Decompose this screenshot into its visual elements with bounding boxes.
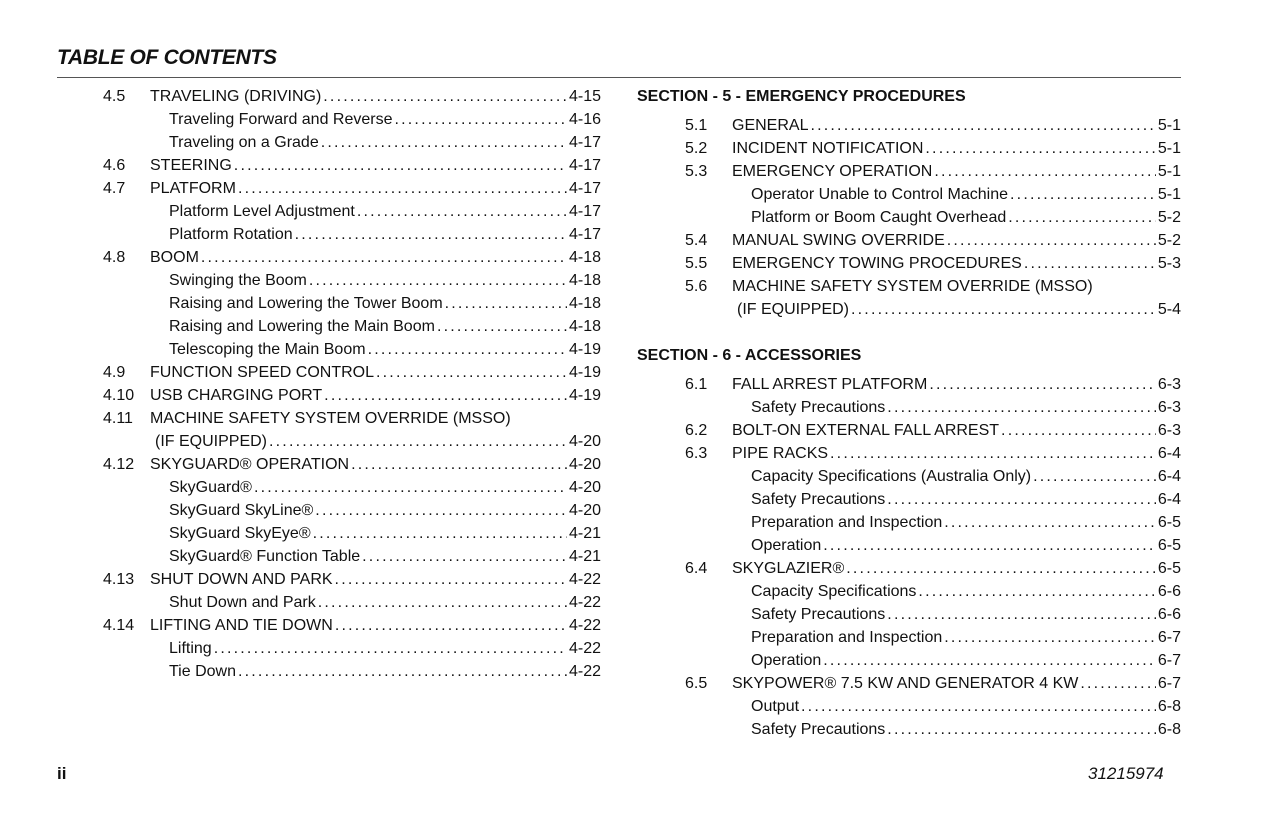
toc-entry[interactable] (685, 557, 1181, 580)
toc-entry-number: 4.8 (103, 249, 126, 266)
toc-dot-leader (238, 177, 567, 200)
toc-dot-leader (823, 534, 1156, 557)
toc-dot-leader (944, 511, 1156, 534)
toc-dot-leader (846, 557, 1156, 580)
toc-entry-number: 4.13 (103, 571, 135, 588)
toc-entry-number: 6.5 (685, 675, 708, 692)
toc-entry-title: Operation (751, 537, 822, 554)
toc-dot-leader (445, 292, 567, 315)
toc-right-column (637, 85, 1181, 741)
toc-entry-page: 5-1 (1157, 186, 1181, 203)
toc-entry-title: Platform Level Adjustment (169, 203, 355, 220)
toc-dot-leader (395, 108, 567, 131)
toc-entry[interactable] (103, 361, 601, 384)
toc-entry-title: EMERGENCY TOWING PROCEDURES (732, 255, 1022, 272)
toc-entry-title: GENERAL (732, 117, 809, 134)
toc-dot-leader (437, 315, 567, 338)
toc-entry[interactable] (103, 476, 601, 499)
toc-entry-page: 4-18 (568, 249, 601, 266)
toc-entry[interactable] (685, 465, 1181, 488)
toc-entry-title: Safety Precautions (751, 606, 886, 623)
toc-entry-title: SkyGuard® (169, 479, 252, 496)
toc-entry-title: STEERING (150, 157, 232, 174)
toc-entry-page: 4-19 (568, 341, 601, 358)
toc-entry[interactable] (685, 275, 1181, 298)
toc-dot-leader (318, 591, 567, 614)
toc-dot-leader (324, 384, 567, 407)
toc-entry-page: 4-18 (568, 318, 601, 335)
toc-entry-title: (IF EQUIPPED) (737, 301, 850, 318)
toc-entry-title: Traveling Forward and Reverse (169, 111, 393, 128)
toc-dot-leader (321, 131, 567, 154)
toc-entry-title: Capacity Specifications (Australia Only) (751, 468, 1032, 485)
toc-entry-title: MACHINE SAFETY SYSTEM OVERRIDE (MSSO) (150, 410, 511, 427)
toc-entry[interactable] (685, 603, 1181, 626)
toc-dot-leader (830, 442, 1156, 465)
toc-entry-page: 4-21 (568, 548, 601, 565)
toc-entry-title: (IF EQUIPPED) (155, 433, 268, 450)
toc-entry[interactable] (103, 108, 601, 131)
toc-entry-title: SkyGuard SkyLine® (169, 502, 314, 519)
toc-dot-leader (357, 200, 567, 223)
toc-entry-page: 5-2 (1157, 209, 1181, 226)
toc-entry-number: 5.1 (685, 117, 708, 134)
toc-entry[interactable] (103, 85, 601, 108)
toc-dot-leader (918, 580, 1155, 603)
toc-entry-page: 6-5 (1157, 537, 1181, 554)
toc-entry-page: 6-3 (1157, 376, 1181, 393)
toc-dot-leader (376, 361, 567, 384)
toc-entry-page: 6-7 (1157, 652, 1181, 669)
toc-entry-title: Raising and Lowering the Tower Boom (169, 295, 443, 312)
toc-entry-page: 4-18 (568, 295, 601, 312)
toc-entry-title: Platform Rotation (169, 226, 293, 243)
toc-entry[interactable] (103, 338, 601, 361)
toc-dot-leader (309, 269, 567, 292)
toc-entry-page: 6-6 (1157, 606, 1181, 623)
toc-entry-title: LIFTING AND TIE DOWN (150, 617, 333, 634)
toc-entry-page: 5-3 (1157, 255, 1181, 272)
toc-entry[interactable] (103, 246, 601, 269)
toc-entry[interactable] (685, 442, 1181, 465)
toc-dot-leader (823, 649, 1156, 672)
toc-entry-title: Preparation and Inspection (751, 629, 943, 646)
toc-entry-title: Safety Precautions (751, 399, 886, 416)
toc-entry[interactable] (103, 637, 601, 660)
toc-entry-title: TRAVELING (DRIVING) (150, 88, 322, 105)
toc-dot-leader (313, 522, 567, 545)
toc-entry[interactable] (103, 660, 601, 683)
toc-entry-number: 6.1 (685, 376, 708, 393)
toc-entry-page: 4-17 (568, 203, 601, 220)
toc-entry-title: SKYPOWER® 7.5 KW AND GENERATOR 4 KW (732, 675, 1079, 692)
toc-dot-leader (1024, 252, 1156, 275)
toc-dot-leader (323, 85, 567, 108)
toc-entry-title: Telescoping the Main Boom (169, 341, 366, 358)
toc-dot-leader (335, 614, 567, 637)
toc-entry-page: 6-3 (1157, 422, 1181, 439)
toc-dot-leader (887, 603, 1156, 626)
toc-entry[interactable] (103, 614, 601, 637)
toc-dot-leader (368, 338, 567, 361)
toc-entry-title: SHUT DOWN AND PARK (150, 571, 333, 588)
toc-entry-title: FALL ARREST PLATFORM (732, 376, 928, 393)
toc-entry[interactable] (685, 649, 1181, 672)
toc-entry-number: 5.2 (685, 140, 708, 157)
toc-dot-leader (887, 488, 1156, 511)
toc-entry-title: SKYGUARD® OPERATION (150, 456, 350, 473)
toc-entry[interactable] (685, 396, 1181, 419)
toc-entries-section-5 (637, 114, 1181, 321)
toc-entry-number: 4.10 (103, 387, 135, 404)
toc-entry-page: 6-3 (1157, 399, 1181, 416)
toc-entry-title: Lifting (169, 640, 212, 657)
toc-entry-page: 4-20 (568, 433, 601, 450)
toc-dot-leader (351, 453, 567, 476)
toc-entry-page: 5-2 (1157, 232, 1181, 249)
toc-entry-number: 5.4 (685, 232, 708, 249)
toc-entry[interactable] (103, 131, 601, 154)
toc-entry-page: 4-17 (568, 226, 601, 243)
toc-entry[interactable] (685, 511, 1181, 534)
toc-dot-leader (1001, 419, 1156, 442)
toc-dot-leader (214, 637, 567, 660)
toc-dot-leader (1033, 465, 1156, 488)
toc-entry-page: 6-5 (1157, 560, 1181, 577)
toc-entry[interactable] (685, 373, 1181, 396)
toc-entry-number: 6.2 (685, 422, 708, 439)
toc-entry-number: 5.3 (685, 163, 708, 180)
toc-dot-leader (944, 626, 1156, 649)
toc-entry-page: 5-4 (1157, 301, 1181, 318)
toc-entry-page: 4-20 (568, 479, 601, 496)
toc-entry-page: 6-8 (1157, 698, 1181, 715)
toc-entry[interactable] (103, 499, 601, 522)
toc-entry-number: 5.5 (685, 255, 708, 272)
toc-entry-page: 6-8 (1157, 721, 1181, 738)
toc-entry-page: 6-7 (1157, 629, 1181, 646)
toc-dot-leader (362, 545, 567, 568)
title-rule (57, 77, 1181, 78)
toc-dot-leader (315, 499, 567, 522)
toc-entry-title: Output (751, 698, 800, 715)
toc-entry[interactable] (103, 545, 601, 568)
toc-entry[interactable] (685, 534, 1181, 557)
footer-doc-number: 31215974 (1088, 764, 1164, 783)
toc-entry-title: Shut Down and Park (169, 594, 316, 611)
toc-entry-page: 6-5 (1157, 514, 1181, 531)
toc-entry[interactable] (685, 160, 1181, 183)
toc-dot-leader (269, 430, 567, 453)
toc-entry-title: MANUAL SWING OVERRIDE (732, 232, 945, 249)
toc-entry[interactable] (103, 200, 601, 223)
toc-dot-leader (1080, 672, 1156, 695)
toc-dot-leader (810, 114, 1155, 137)
toc-dot-leader (925, 137, 1155, 160)
toc-entry-title: SKYGLAZIER® (732, 560, 845, 577)
toc-dot-leader (335, 568, 567, 591)
toc-entry-title: PIPE RACKS (732, 445, 829, 462)
toc-entry-title: MACHINE SAFETY SYSTEM OVERRIDE (MSSO) (732, 278, 1093, 295)
toc-entry-title: Capacity Specifications (751, 583, 917, 600)
toc-entry[interactable] (685, 419, 1181, 442)
toc-entry-page: 4-18 (568, 272, 601, 289)
toc-entry[interactable] (103, 154, 601, 177)
toc-left-column (103, 85, 601, 683)
toc-entry[interactable] (103, 568, 601, 591)
toc-dot-leader (947, 229, 1156, 252)
toc-entry-page: 4-22 (568, 617, 601, 634)
toc-entry[interactable] (103, 177, 601, 200)
toc-entries-left (103, 85, 601, 683)
toc-entry-number: 4.9 (103, 364, 126, 381)
toc-dot-leader (234, 154, 567, 177)
toc-entry-page: 5-1 (1157, 140, 1181, 157)
toc-entry[interactable] (103, 384, 601, 407)
toc-entry-title: PLATFORM (150, 180, 236, 197)
toc-entry-page: 4-22 (568, 571, 601, 588)
toc-entry-number: 4.12 (103, 456, 135, 473)
toc-dot-leader (238, 660, 567, 683)
toc-entry-page: 4-19 (568, 387, 601, 404)
toc-entry-page: 4-22 (568, 594, 601, 611)
toc-entry-number: 4.11 (103, 410, 133, 427)
toc-entry-title: Raising and Lowering the Main Boom (169, 318, 435, 335)
toc-entry-page: 4-19 (568, 364, 601, 381)
toc-entry[interactable] (685, 229, 1181, 252)
toc-dot-leader (851, 298, 1156, 321)
toc-entry-title: BOOM (150, 249, 199, 266)
toc-entry[interactable] (103, 453, 601, 476)
toc-entry-page: 6-4 (1157, 468, 1181, 485)
section-5-heading: SECTION - 5 - EMERGENCY PROCEDURES (637, 88, 966, 105)
toc-entry-title: Swinging the Boom (169, 272, 307, 289)
toc-entry-title: BOLT-ON EXTERNAL FALL ARREST (732, 422, 1000, 439)
toc-entry-page: 5-1 (1157, 117, 1181, 134)
toc-entry-title: Traveling on a Grade (169, 134, 319, 151)
toc-entry-title: Operator Unable to Control Machine (751, 186, 1009, 203)
toc-entry[interactable] (103, 269, 601, 292)
toc-entry-page: 4-21 (568, 525, 601, 542)
toc-entry[interactable] (685, 183, 1181, 206)
toc-entry-page: 4-20 (568, 502, 601, 519)
toc-entry-page: 4-22 (568, 663, 601, 680)
toc-entry-page: 4-15 (568, 88, 601, 105)
page-title: TABLE OF CONTENTS (57, 46, 277, 69)
toc-entry[interactable] (103, 315, 601, 338)
toc-entry[interactable] (103, 292, 601, 315)
toc-entry-title: INCIDENT NOTIFICATION (732, 140, 924, 157)
toc-dot-leader (801, 695, 1156, 718)
toc-entry-number: 6.3 (685, 445, 708, 462)
toc-dot-leader (887, 718, 1156, 741)
section-6-heading: SECTION - 6 - ACCESSORIES (637, 347, 862, 364)
toc-entry-title: SkyGuard SkyEye® (169, 525, 311, 542)
toc-entry[interactable] (685, 672, 1181, 695)
toc-dot-leader (887, 396, 1156, 419)
toc-entry[interactable] (685, 252, 1181, 275)
toc-entry-page: 6-7 (1157, 675, 1181, 692)
toc-entry[interactable] (685, 488, 1181, 511)
toc-entries-section-6 (637, 373, 1181, 741)
toc-entry[interactable] (685, 580, 1181, 603)
toc-dot-leader (929, 373, 1156, 396)
toc-entry[interactable] (685, 114, 1181, 137)
toc-entry[interactable] (103, 407, 601, 430)
toc-entry-page: 4-22 (568, 640, 601, 657)
toc-entry[interactable] (103, 522, 601, 545)
toc-entry-page: 6-4 (1157, 445, 1181, 462)
toc-entry-page: 4-16 (568, 111, 601, 128)
toc-dot-leader (1008, 206, 1156, 229)
toc-entry-number: 4.7 (103, 180, 126, 197)
toc-entry[interactable] (685, 137, 1181, 160)
toc-entry-page: 4-17 (568, 157, 601, 174)
toc-entry-number: 5.6 (685, 278, 708, 295)
toc-dot-leader (254, 476, 567, 499)
toc-entry-page: 5-1 (1157, 163, 1181, 180)
toc-entry-page: 6-6 (1157, 583, 1181, 600)
toc-entry-number: 4.14 (103, 617, 135, 634)
toc-entry[interactable] (685, 626, 1181, 649)
toc-entry-title: FUNCTION SPEED CONTROL (150, 364, 375, 381)
toc-entry-page: 4-20 (568, 456, 601, 473)
footer-page-label: ii (57, 764, 67, 783)
toc-dot-leader (295, 223, 567, 246)
toc-dot-leader (1010, 183, 1156, 206)
toc-entry-title: Preparation and Inspection (751, 514, 943, 531)
toc-entry-title: Safety Precautions (751, 491, 886, 508)
toc-entry[interactable] (685, 206, 1181, 229)
toc-entry[interactable] (685, 718, 1181, 741)
toc-entry-title: USB CHARGING PORT (150, 387, 323, 404)
toc-entry[interactable] (103, 223, 601, 246)
toc-entry[interactable] (685, 695, 1181, 718)
toc-entry-title: Safety Precautions (751, 721, 886, 738)
toc-entry[interactable] (103, 591, 601, 614)
toc-entry-title: EMERGENCY OPERATION (732, 163, 933, 180)
toc-dot-leader (934, 160, 1156, 183)
toc-entry-title: Platform or Boom Caught Overhead (751, 209, 1007, 226)
toc-entry-page: 4-17 (568, 180, 601, 197)
toc-entry-page: 6-4 (1157, 491, 1181, 508)
toc-entry-title: Tie Down (169, 663, 236, 680)
toc-entry-number: 4.6 (103, 157, 126, 174)
toc-entry-page: 4-17 (568, 134, 601, 151)
toc-entry-title: SkyGuard® Function Table (169, 548, 361, 565)
toc-entry[interactable] (103, 430, 601, 453)
toc-entry-number: 4.5 (103, 88, 126, 105)
toc-entry[interactable] (685, 298, 1181, 321)
toc-entry-number: 6.4 (685, 560, 708, 577)
toc-entry-title: Operation (751, 652, 822, 669)
toc-dot-leader (201, 246, 567, 269)
